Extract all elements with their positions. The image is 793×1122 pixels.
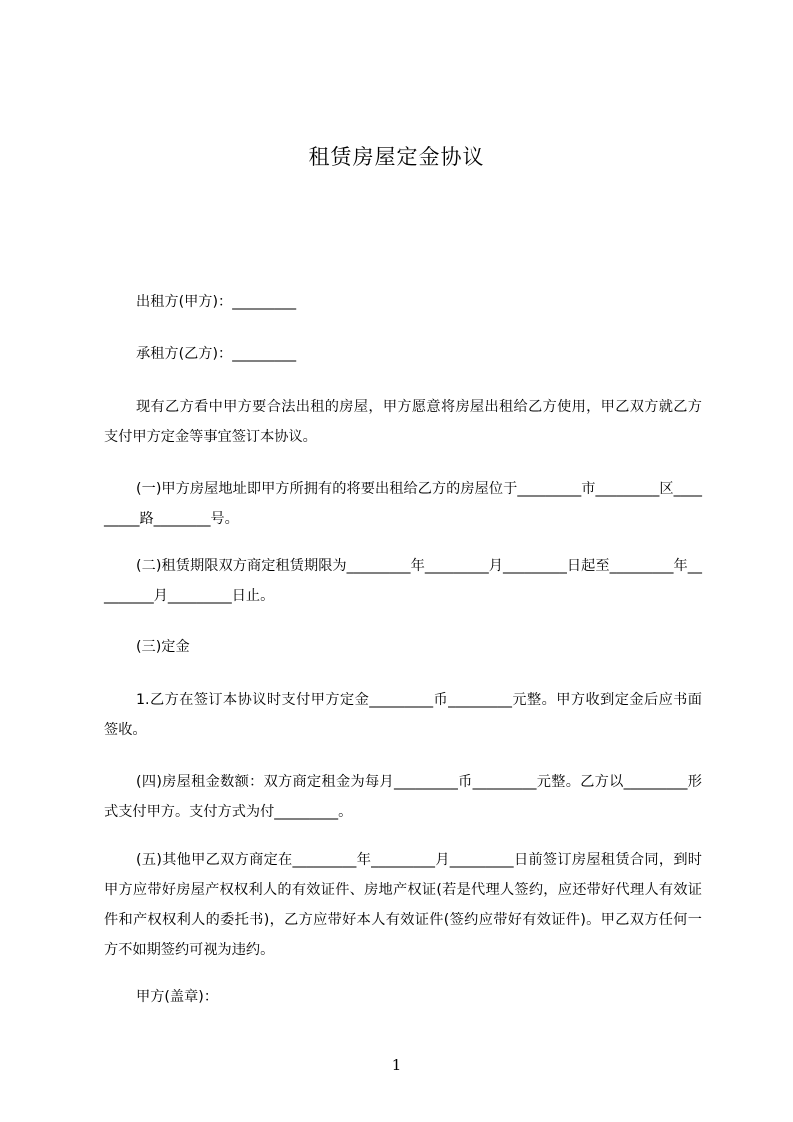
clause-4-rent: (四)房屋租金数额：双方商定租金为每月_________币_________元整。乙方以_________形式支付甲方。支付方式为付_________。 bbox=[104, 774, 702, 820]
clause-5-other: (五)其他甲乙双方商定在_________年_________月_________日前签订房屋租赁合同，到时甲方应带好房屋产权权利人的有效证件、房地产权证(若是代理人签约，应还带好代理人有效证件和产权权利人的委托书)，乙方应带好本人有效证件(签约应带好有效证件)。甲乙双方任何一方不如期签约可视为违约。 bbox=[104, 852, 702, 958]
preamble-paragraph: 现有乙方看中甲方要合法出租的房屋，甲方愿意将房屋出租给乙方使用，甲乙双方就乙方支付甲方定金等事宜签订本协议。 bbox=[104, 399, 702, 445]
lessee-line: 承租方(乙方)：_________ bbox=[136, 346, 297, 362]
clause-2-term: (二)租赁期限双方商定租赁期限为_________年_________月_________日起至_________年_________月_________日止。 bbox=[104, 558, 702, 604]
party-a-seal-line: 甲方(盖章)： bbox=[136, 989, 219, 1005]
document-title: 租赁房屋定金协议 bbox=[308, 145, 485, 169]
clause-3-item-1: 1.乙方在签订本协议时支付甲方定金_________币_________元整。甲方收到定金后应书面签收。 bbox=[104, 692, 702, 738]
clause-3-heading: (三)定金 bbox=[136, 639, 190, 655]
page-number: 1 bbox=[391, 1056, 402, 1074]
lessor-line: 出租方(甲方)：_________ bbox=[136, 294, 297, 310]
clause-1-address: (一)甲方房屋地址即甲方所拥有的将要出租给乙方的房屋位于_________市_________区_________路________号。 bbox=[104, 481, 702, 527]
